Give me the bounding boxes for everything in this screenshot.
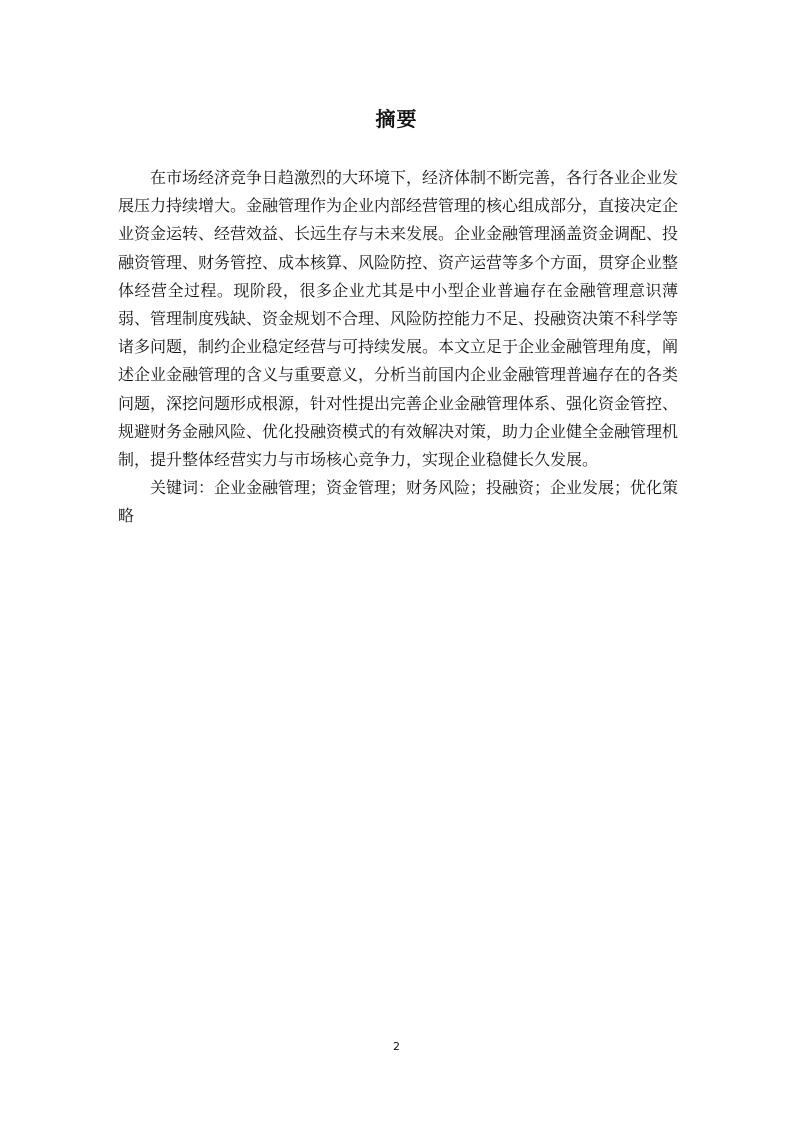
abstract-paragraph: 在市场经济竞争日趋激烈的大环境下，经济体制不断完善，各行各业企业发展压力持续增大。金融管理作为企业内部经营管理的核心组成部分，直接决定企业资金运转、经营效益、长远生存与未来发展。企业金融管理涵盖资金调配、投融资管理、财务管控、成本核算、风险防控、资产运营等多个方面，贯穿企业整体经营全过程。现阶段，很多企业尤其是中小型企业普遍存在金融管理意识薄弱、管理制度残缺、资金规划不合理、风险防控能力不足、投融资决策不科学等诸多问题，制约企业稳定经营与可持续发展。本文立足于企业金融管理角度，阐述企业金融管理的含义与重要意义，分析当前国内企业金融管理普遍存在的各类问题，深挖问题形成根源，针对性提出完善企业金融管理体系、强化资金管控、规避财务金融风险、优化投融资模式的有效解决对策，助力企业健全金融管理机制，提升整体经营实力与市场核心竞争力，实现企业稳健长久发展。: [118, 168, 679, 470]
keywords-paragraph: 关键词：企业金融管理；资金管理；财务风险；投融资；企业发展；优化策略: [118, 478, 679, 526]
page-number: 2: [393, 1040, 400, 1053]
page-title: 摘要: [375, 107, 418, 131]
abstract-body: [118, 164, 678, 531]
